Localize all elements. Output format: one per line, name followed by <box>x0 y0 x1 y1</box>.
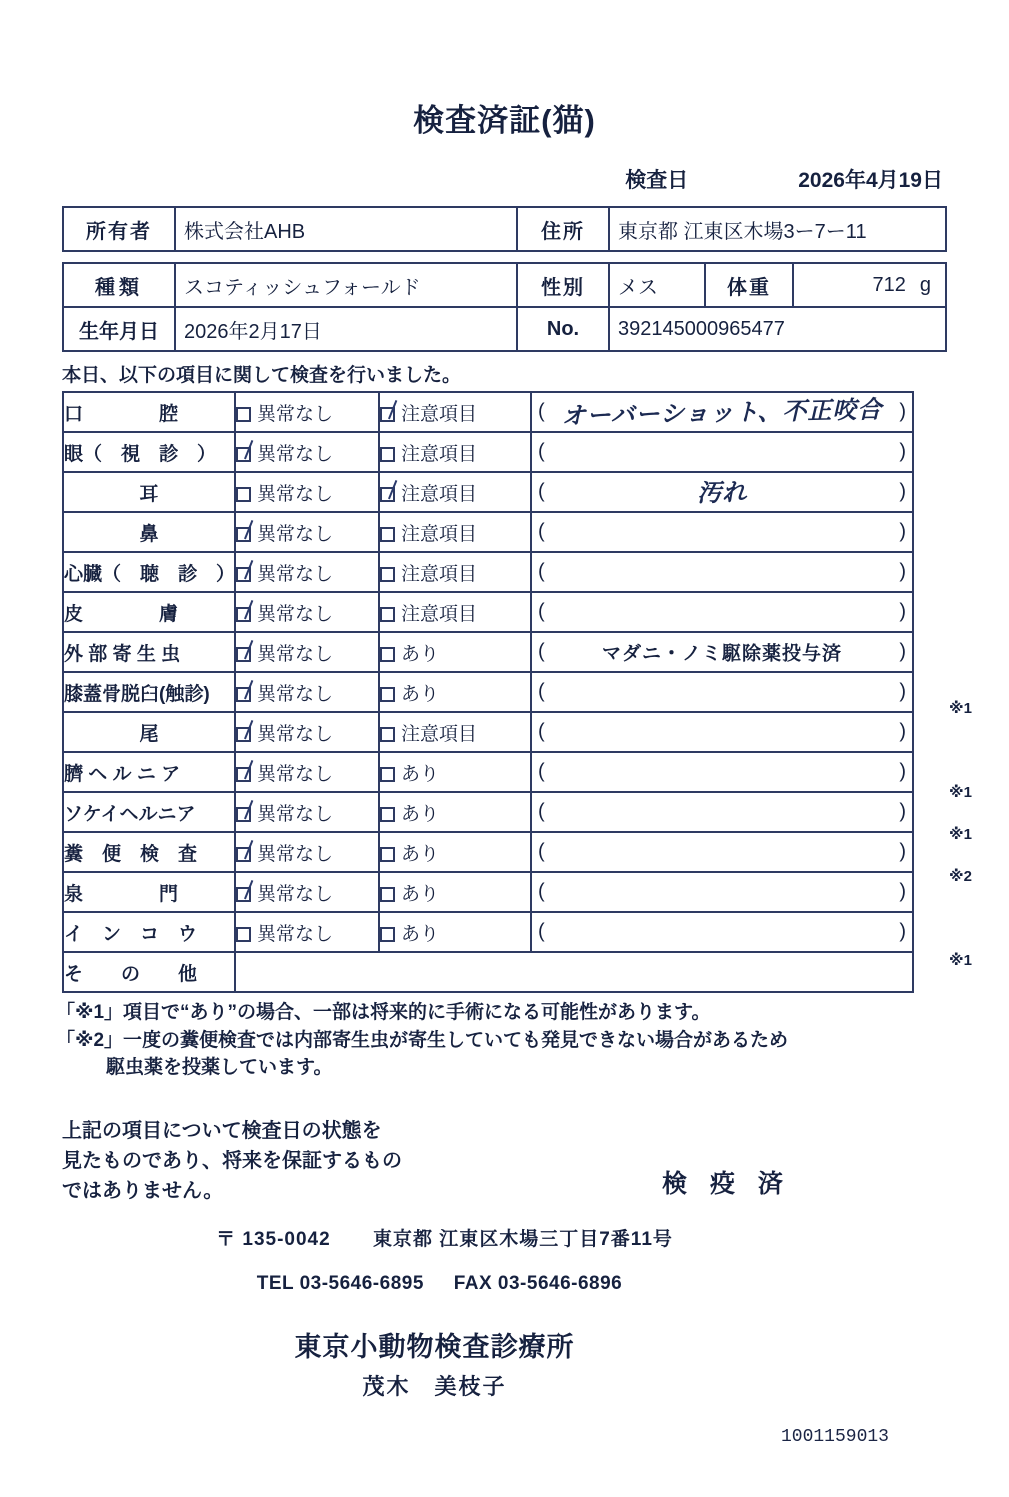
kind-value: スコティッシュフォールド <box>176 264 518 306</box>
page-title: 検査済証(猫) <box>413 103 596 138</box>
checkbox-label: 異常なし <box>257 403 334 425</box>
checkbox-icon[interactable] <box>380 687 395 702</box>
footnote-mark: ※2 <box>949 868 972 885</box>
weight-label: 体重 <box>706 264 794 306</box>
checkbox-option-secondary[interactable] <box>379 672 531 712</box>
veterinarian-name: 茂木 美枝子 <box>362 1373 507 1399</box>
checkbox-checked-icon[interactable] <box>380 407 395 422</box>
checklist-table <box>62 391 914 993</box>
checkbox-label: 注意項目 <box>401 723 478 745</box>
checkbox-icon[interactable] <box>380 887 395 902</box>
checkbox-option-secondary[interactable] <box>379 872 531 912</box>
checkbox-label: 異常なし <box>257 443 334 465</box>
checkbox-checked-icon[interactable] <box>236 807 251 822</box>
paren-close: ) <box>899 480 906 503</box>
checkbox-label: 注意項目 <box>401 443 478 465</box>
clinic-fax: FAX 03-5646-6896 <box>453 1272 623 1294</box>
paren-close: ) <box>899 720 906 743</box>
checkbox-option-normal[interactable] <box>235 792 379 832</box>
checklist-row <box>63 712 913 752</box>
checkbox-icon[interactable] <box>380 807 395 822</box>
checkbox-option-normal[interactable] <box>235 832 379 872</box>
paren-close: ) <box>899 800 906 823</box>
paren-close: ) <box>899 400 906 423</box>
sex-label: 性別 <box>518 264 610 306</box>
weight-value-cell <box>794 264 945 306</box>
checkbox-option-normal[interactable] <box>235 672 379 712</box>
paren-close: ) <box>899 640 906 663</box>
checklist-item-label: 膝蓋骨脱臼(触診) <box>63 672 235 712</box>
paren-close: ) <box>899 760 906 783</box>
paren-close: ) <box>899 600 906 623</box>
checklist-note-cell[interactable] <box>531 912 913 952</box>
checkbox-checked-icon[interactable] <box>236 687 251 702</box>
animal-info-table <box>62 262 947 352</box>
paren-open: ( <box>538 520 545 543</box>
clinic-name: 東京小動物検査診療所 <box>294 1331 575 1362</box>
checkbox-icon[interactable] <box>380 607 395 622</box>
checklist-note-cell[interactable] <box>531 792 913 832</box>
checklist-note-cell[interactable] <box>531 672 913 712</box>
checklist-row <box>63 912 913 952</box>
other-label: そ の 他 <box>63 952 235 992</box>
exam-date-value: 2026年4月19日 <box>798 169 943 192</box>
checkbox-icon[interactable] <box>380 647 395 662</box>
owner-info-table <box>62 206 947 252</box>
checkbox-icon[interactable] <box>380 447 395 462</box>
checkbox-option-normal[interactable] <box>235 552 379 592</box>
address-label: 住所 <box>518 208 610 250</box>
checkbox-icon[interactable] <box>380 527 395 542</box>
checklist-row <box>63 872 913 912</box>
checkbox-icon[interactable] <box>236 927 251 942</box>
checkbox-icon[interactable] <box>380 927 395 942</box>
statement-line-2: 見たものであり、将来を保証するもの <box>62 1149 402 1172</box>
paren-close: ) <box>899 680 906 703</box>
footnote-2-cont: 駆虫薬を投薬しています。 <box>106 1057 333 1079</box>
checkbox-label: 異常なし <box>257 483 334 505</box>
checklist-row <box>63 472 913 512</box>
checklist-row <box>63 632 913 672</box>
footnote-2: 「※2」一度の糞便検査では内部寄生虫が寄生していても発見できない場合があるため <box>56 1029 789 1051</box>
checkbox-option-normal[interactable] <box>235 512 379 552</box>
checklist-item-label: 糞 便 検 査 <box>63 832 235 872</box>
checkbox-checked-icon[interactable] <box>236 567 251 582</box>
checkbox-checked-icon[interactable] <box>236 647 251 662</box>
checklist-note-cell[interactable] <box>531 552 913 592</box>
address-value: 東京都 江東区木場3ー7ー11 <box>618 220 867 243</box>
checkbox-option-normal[interactable] <box>235 632 379 672</box>
paren-open: ( <box>538 720 545 743</box>
footnote-1: 「※1」項目で“あり”の場合、一部は将来的に手術になる可能性があります。 <box>56 1002 711 1023</box>
checkbox-checked-icon[interactable] <box>236 447 251 462</box>
checkbox-icon[interactable] <box>236 487 251 502</box>
checkbox-checked-icon[interactable] <box>236 847 251 862</box>
checkbox-option-secondary[interactable] <box>379 392 531 432</box>
birth-row <box>64 308 945 350</box>
sex-value: メス <box>610 264 706 306</box>
microchip-no-label: No. <box>518 308 610 350</box>
checklist-note-cell[interactable] <box>531 632 913 672</box>
clinic-address-line <box>0 1224 1009 1251</box>
checklist-wrapper <box>62 391 972 993</box>
checklist-row <box>63 792 913 832</box>
paren-open: ( <box>538 560 545 583</box>
checkbox-icon[interactable] <box>236 407 251 422</box>
paren-open: ( <box>538 400 545 423</box>
statement-line-1: 上記の項目について検査日の状態を <box>62 1119 382 1142</box>
exam-date-row <box>0 164 1009 194</box>
paren-close: ) <box>899 520 906 543</box>
checkbox-label: 異常なし <box>257 923 334 945</box>
checklist-row <box>63 592 913 632</box>
paren-open: ( <box>538 680 545 703</box>
kind-label: 種類 <box>64 264 176 306</box>
checklist-note-cell[interactable] <box>531 592 913 632</box>
paren-open: ( <box>538 880 545 903</box>
checkbox-option-normal[interactable] <box>235 912 379 952</box>
statement-line-3: ではありません。 <box>62 1179 224 1202</box>
checkbox-option-secondary[interactable] <box>379 912 531 952</box>
checklist-row <box>63 512 913 552</box>
checkbox-label: あり <box>401 843 440 865</box>
checkbox-label: 異常なし <box>257 683 334 705</box>
checkbox-label: 異常なし <box>257 883 334 905</box>
checkbox-label: 注意項目 <box>401 483 478 505</box>
checklist-item-label: 皮 膚 <box>63 592 235 632</box>
checkbox-option-normal[interactable] <box>235 392 379 432</box>
checklist-item-label: 外 部 寄 生 虫 <box>63 632 235 672</box>
paren-close: ) <box>899 920 906 943</box>
checklist-item-label: イ ン コ ウ <box>63 912 235 952</box>
checklist-note-cell[interactable] <box>531 512 913 552</box>
checklist-note-cell[interactable] <box>531 472 913 512</box>
checkbox-checked-icon[interactable] <box>236 887 251 902</box>
paren-open: ( <box>538 840 545 863</box>
clinic-tel: TEL 03-5646-6895 <box>256 1272 424 1294</box>
exam-date-label: 検査日 <box>625 169 689 192</box>
paren-open: ( <box>538 760 545 783</box>
paren-open: ( <box>538 480 545 503</box>
checkbox-label: 異常なし <box>257 523 334 545</box>
clinic-zip: 〒 135-0042 <box>216 1228 331 1250</box>
checkbox-label: あり <box>401 883 440 905</box>
footnotes <box>56 999 1009 1082</box>
checkbox-icon[interactable] <box>380 767 395 782</box>
printed-note: マダニ・ノミ駆除薬投与済 <box>601 643 842 665</box>
handwritten-note: 汚れ <box>696 478 748 508</box>
weight-unit: g <box>919 273 931 296</box>
checkbox-option-secondary[interactable] <box>379 752 531 792</box>
checklist-note-cell[interactable] <box>531 392 913 432</box>
checkbox-option-normal[interactable] <box>235 752 379 792</box>
checkbox-option-secondary[interactable] <box>379 712 531 752</box>
checklist-note-cell[interactable] <box>531 872 913 912</box>
checkbox-label: 注意項目 <box>401 563 478 585</box>
checklist-item-label: 心臓（ 聴 診 ） <box>63 552 235 592</box>
checkbox-label: あり <box>401 923 440 945</box>
checklist-row <box>63 752 913 792</box>
birthdate-label: 生年月日 <box>64 308 176 350</box>
checkbox-label: 異常なし <box>257 603 334 625</box>
checklist-row <box>63 552 913 592</box>
checklist-note-cell[interactable] <box>531 752 913 792</box>
checkbox-option-secondary[interactable] <box>379 592 531 632</box>
checklist-row <box>63 832 913 872</box>
checkbox-option-secondary[interactable] <box>379 552 531 592</box>
checklist-row <box>63 432 913 472</box>
footnote-mark: ※1 <box>949 784 972 801</box>
checkbox-label: あり <box>401 763 440 785</box>
statement-text <box>62 1116 482 1206</box>
kind-row <box>64 264 945 308</box>
checklist-note-cell[interactable] <box>531 432 913 472</box>
microchip-no-value: 392145000965477 <box>618 317 785 340</box>
checklist-item-label: 耳 <box>63 472 235 512</box>
checkbox-option-normal[interactable] <box>235 432 379 472</box>
checkbox-label: 異常なし <box>257 643 334 665</box>
checkbox-label: 注意項目 <box>401 603 478 625</box>
checkbox-label: 注意項目 <box>401 523 478 545</box>
checkbox-label: 異常なし <box>257 563 334 585</box>
intro-text: 本日、以下の項目に関して検査を行いました。 <box>62 365 462 386</box>
checkbox-checked-icon[interactable] <box>236 527 251 542</box>
paren-open: ( <box>538 600 545 623</box>
checklist-item-label: 眼（ 視 診 ） <box>63 432 235 472</box>
checkbox-checked-icon[interactable] <box>236 767 251 782</box>
checklist-item-label: 鼻 <box>63 512 235 552</box>
checkbox-checked-icon[interactable] <box>236 607 251 622</box>
checkbox-option-normal[interactable] <box>235 592 379 632</box>
checkbox-option-secondary[interactable] <box>379 472 531 512</box>
checkbox-label: 異常なし <box>257 843 334 865</box>
paren-open: ( <box>538 920 545 943</box>
birthdate-value: 2026年2月17日 <box>176 308 518 350</box>
footnote-mark: ※1 <box>949 952 972 969</box>
paren-close: ) <box>899 440 906 463</box>
checkbox-option-secondary[interactable] <box>379 832 531 872</box>
checkbox-option-secondary[interactable] <box>379 512 531 552</box>
checklist-item-label: ソケイヘルニア <box>63 792 235 832</box>
checkbox-option-secondary[interactable] <box>379 432 531 472</box>
checkbox-label: 注意項目 <box>401 403 478 425</box>
checklist-item-label: 臍 ヘ ル ニ ア <box>63 752 235 792</box>
clinic-contact-line <box>0 1273 1009 1295</box>
checklist-item-label: 尾 <box>63 712 235 752</box>
checklist-item-label: 泉 門 <box>63 872 235 912</box>
checklist-row-other <box>63 952 913 992</box>
checkbox-option-normal[interactable] <box>235 872 379 912</box>
weight-value: 712 <box>872 273 906 296</box>
checkbox-option-normal[interactable] <box>235 712 379 752</box>
owner-value: 株式会社AHB <box>176 208 518 250</box>
checkbox-checked-icon[interactable] <box>236 727 251 742</box>
paren-open: ( <box>538 440 545 463</box>
checkbox-label: あり <box>401 683 440 705</box>
handwritten-note: オーバーショット、不正咬合 <box>561 395 883 431</box>
checkbox-option-secondary[interactable] <box>379 792 531 832</box>
clinic-address: 東京都 江東区木場三丁目7番11号 <box>372 1228 673 1250</box>
checkbox-option-normal[interactable] <box>235 472 379 512</box>
checklist-note-cell[interactable] <box>531 832 913 872</box>
paren-close: ) <box>899 560 906 583</box>
checklist-note-cell[interactable] <box>531 712 913 752</box>
checkbox-label: あり <box>401 803 440 825</box>
checklist-row <box>63 672 913 712</box>
checklist-item-label: 口 腔 <box>63 392 235 432</box>
checkbox-icon[interactable] <box>380 727 395 742</box>
document-serial: 1001159013 <box>780 1426 889 1447</box>
checkbox-checked-icon[interactable] <box>380 487 395 502</box>
checkbox-icon[interactable] <box>380 567 395 582</box>
owner-row <box>64 208 945 250</box>
quarantine-stamp: 検 疫 済 <box>662 1169 791 1198</box>
checkbox-label: 異常なし <box>257 803 334 825</box>
checkbox-label: あり <box>401 643 440 665</box>
statement-block <box>0 1116 1009 1206</box>
paren-close: ) <box>899 880 906 903</box>
other-value[interactable] <box>235 952 913 992</box>
owner-label: 所有者 <box>64 208 176 250</box>
paren-open: ( <box>538 800 545 823</box>
checkbox-option-secondary[interactable] <box>379 632 531 672</box>
checkbox-label: 異常なし <box>257 763 334 785</box>
footnote-mark: ※1 <box>949 826 972 843</box>
paren-open: ( <box>538 640 545 663</box>
checklist-row <box>63 392 913 432</box>
paren-close: ) <box>899 840 906 863</box>
checkbox-icon[interactable] <box>380 847 395 862</box>
checkbox-label: 異常なし <box>257 723 334 745</box>
footnote-mark: ※1 <box>949 700 972 717</box>
